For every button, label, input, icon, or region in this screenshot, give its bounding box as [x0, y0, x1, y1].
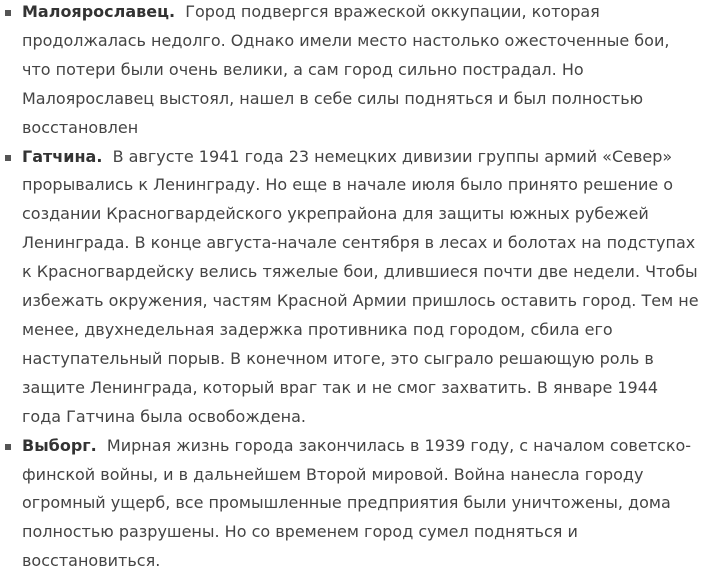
square-bullet-icon	[5, 155, 11, 161]
city-description: Мирная жизнь города закончилась в 1939 году, с началом советско-финской войны, и в дальнейшем Второй мировой. Война нанесла городу огромный ущерб, все промышленные предприятия были уничтожены, дома полностью разрушены. Но со временем город сумел подняться и восстановиться.	[22, 435, 692, 571]
list-item-maloyaroslavets	[0, 0, 702, 143]
city-name: Выборг.	[22, 435, 97, 455]
square-bullet-icon	[5, 10, 11, 16]
city-description: Город подвергся вражеской оккупации, которая продолжалась недолго. Однако имели место настолько ожесточенные бои, что потери были очень велики, а сам город сильно пострадал. Но Малоярославец выстоял, нашел в себе силы подняться и был полностью восстановлен	[22, 2, 670, 137]
city-name: Гатчина.	[22, 146, 103, 166]
square-bullet-icon	[5, 444, 11, 450]
city-description: В августе 1941 года 23 немецких дивизии группы армий «Север» прорывались к Ленинграду. Но еще в начале июля было принято решение о создании Красногвардейского укрепрайона для защиты южных рубежей Ленинграда. В конце августа-начале сентября в лесах и болотах на подступах к Красногвардейску велись тяжелые бои, длившиеся почти две недели. Чтобы избежать окружения, частям Красной Армии пришлось оставить город. Тем не менее, двухнедельная задержка противника под городом, сбила его наступательный порыв. В конечном итоге, это сыграло решающую роль в защите Ленинграда, который враг так и не смог захватить. В январе 1944 года Гатчина была освобождена.	[22, 146, 699, 426]
list-item-vyborg	[0, 432, 702, 576]
list-item-gatchina	[0, 143, 702, 432]
city-name: Малоярославец.	[22, 2, 176, 21]
